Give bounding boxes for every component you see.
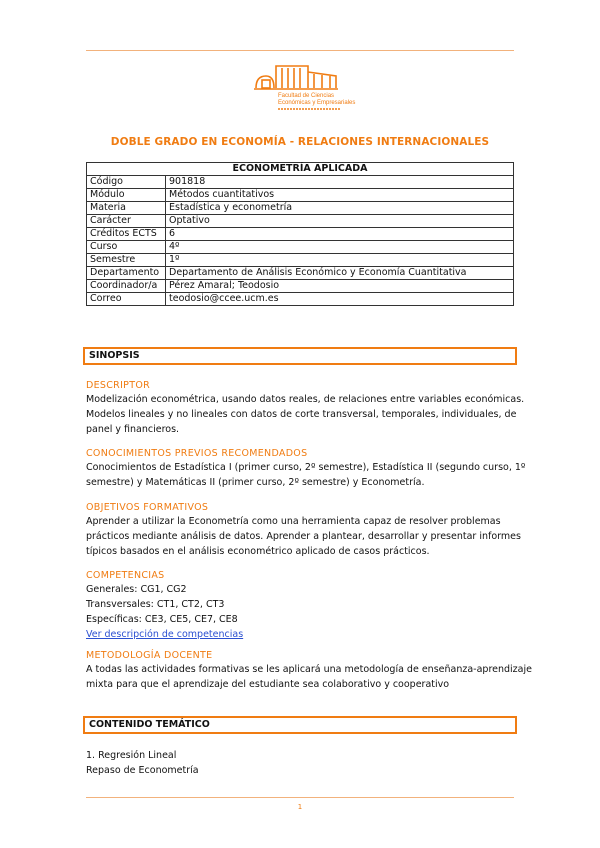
previos-text: Conocimientos de Estadística I (primer curso, 2º semestre), Estadística II (segundo curso, 1º semestre) y Matemáticas II (primer curso, 2º semestre) y Econometría. — [86, 462, 526, 488]
metodologia-text: A todas las actividades formativas se les aplicará una metodología de enseñanza-aprendizaje mixta para que el aprendizaje del estudiante sea colaborativo y cooperativo — [86, 664, 532, 690]
section-sinopsis: SINOPSIS — [83, 347, 517, 365]
course-info-table — [86, 162, 514, 306]
page-number: 1 — [297, 803, 303, 811]
table-row: Correo teodosio@ccee.ucm.es — [87, 293, 514, 306]
descriptor-text: Modelización econométrica, usando datos reales, de relaciones entre variables económicas. Modelos lineales y no lineales con datos de corte transversal, temporales, individuales, de panel y financieros. — [86, 394, 525, 435]
course-title: ECONOMETRÍA APLICADA — [87, 163, 514, 176]
table-row: Coordinador/a Pérez Amaral; Teodosio — [87, 280, 514, 293]
table-row: Créditos ECTS 6 — [87, 228, 514, 241]
previos-heading: CONOCIMIENTOS PREVIOS RECOMENDADOS — [86, 448, 308, 459]
faculty-logo — [252, 58, 356, 114]
header-rule — [86, 50, 514, 51]
svg-text:Facultad de Ciencias: Facultad de Ciencias — [278, 93, 335, 99]
table-row: Departamento Departamento de Análisis Económico y Economía Cuantitativa — [87, 267, 514, 280]
table-row: Curso 4º — [87, 241, 514, 254]
metodologia-heading: METODOLOGÍA DOCENTE — [86, 650, 213, 661]
section-contenido: CONTENIDO TEMÁTICO — [83, 716, 517, 734]
svg-text:Económicas y Empresariales: Económicas y Empresariales — [278, 100, 356, 106]
competencias-link[interactable]: Ver descripción de competencias — [86, 629, 244, 640]
objetivos-heading: OBJETIVOS FORMATIVOS — [86, 502, 209, 513]
descriptor-heading: DESCRIPTOR — [86, 380, 150, 391]
competencias-heading: COMPETENCIAS — [86, 570, 165, 581]
competencias-text: Generales: CG1, CG2 Transversales: CT1, CT2, CT3 Específicas: CE3, CE5, CE7, CE8 Ver descripción de competencias — [86, 584, 244, 640]
table-row: Código 901818 — [87, 176, 514, 189]
degree-title: DOBLE GRADO EN ECONOMÍA - RELACIONES INTERNACIONALES — [110, 136, 490, 148]
table-row: Materia Estadística y econometría — [87, 202, 514, 215]
table-row: Carácter Optativo — [87, 215, 514, 228]
table-row: Semestre 1º — [87, 254, 514, 267]
table-row: Módulo Métodos cuantitativos — [87, 189, 514, 202]
contenido-text: 1. Regresión Lineal Repaso de Econometría — [86, 750, 199, 776]
email-value: teodosio@ccee.ucm.es — [166, 293, 514, 306]
footer-rule — [86, 797, 514, 798]
objetivos-text: Aprender a utilizar la Econometría como una herramienta capaz de resolver problemas prácticos mediante análisis de datos. Aprender a plantear, desarrollar y presentar informes típicos basados en el análisis econométrico aplicado de casos prácticos. — [86, 516, 521, 557]
